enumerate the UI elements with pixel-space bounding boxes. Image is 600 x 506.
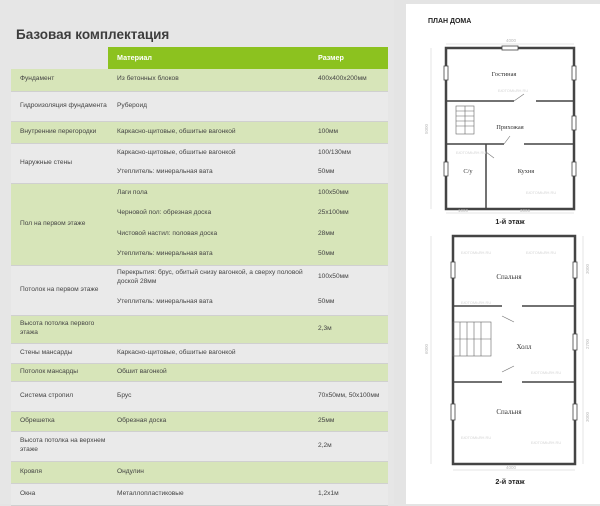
row-name: Гидроизоляция фундамента: [11, 91, 108, 121]
table-row: [11, 121, 388, 143]
material-cell: Лаги пола: [117, 189, 148, 197]
house-plan-panel: [406, 4, 600, 504]
size-cell: 25х100мм: [318, 209, 349, 217]
row-name: Обрешетка: [11, 411, 108, 431]
spec-table: [11, 47, 388, 506]
size-cell: 2,3м: [309, 315, 388, 343]
room-living: Гостиная: [491, 71, 517, 78]
watermark: БЮТОМЬЯН.RU: [498, 88, 529, 93]
watermark: БЮТОМЬЯН.RU: [526, 190, 557, 195]
watermark: БЮТОМЬЯН.RU: [461, 250, 492, 255]
row-name: Кровля: [11, 461, 108, 483]
table-row: [11, 183, 388, 204]
material-cell: Утеплитель: минеральная вата: [108, 245, 309, 266]
material-cell: Каркасно-щитовые, обшитые вагонкой: [117, 148, 236, 156]
row-name: Потолок на первом этаже: [11, 265, 108, 315]
house-plan-drawing: [406, 4, 600, 504]
material-cell: Рубероид: [108, 91, 309, 121]
table-body: [11, 69, 388, 505]
size-cell: 50мм: [309, 163, 388, 183]
size-cell: 100мм: [309, 121, 388, 143]
table-row: [11, 483, 388, 505]
room-hall-1: Прихожая: [496, 124, 524, 131]
floor-2-plan: [424, 236, 590, 486]
room-bedroom-1: Спальня: [496, 273, 522, 281]
watermark: БЮТОМЬЯН.RU: [461, 435, 492, 440]
dim-right-b: 2700: [585, 338, 590, 349]
size-cell: 25мм: [309, 411, 388, 431]
material-cell: Обшит вагонкой: [108, 363, 309, 381]
dim-bottom-b: 3000: [520, 208, 531, 213]
header-blank: [11, 47, 108, 69]
size-cell: 2,2м: [309, 431, 388, 461]
floor-1-caption: 1-й этаж: [495, 217, 525, 226]
floor-1-stair: [456, 106, 474, 134]
row-name: Фундамент: [11, 69, 108, 91]
dim-right-a: 3000: [585, 263, 590, 274]
table-row: [11, 363, 388, 381]
size-cell: [309, 91, 388, 121]
room-wc: С/у: [463, 168, 473, 175]
watermark: БЮТОМЬЯН.RU: [526, 250, 557, 255]
size-cell: 100/130мм: [318, 148, 351, 156]
material-cell: Перекрытия: брус, обитый снизу вагонкой, а сверху половой доской 28мм: [117, 269, 303, 285]
row-name: Стены мансарды: [11, 343, 108, 363]
table-row: [11, 265, 388, 290]
material-cell: Металлопластиковые: [108, 483, 309, 505]
size-cell: [309, 461, 388, 483]
row-name: Внутренние перегородки: [11, 121, 108, 143]
size-cell: 28мм: [318, 229, 335, 237]
material-cell: Каркасно-щитовые, обшитые вагонкой: [108, 121, 309, 143]
material-cell: Утеплитель: минеральная вата: [108, 163, 309, 183]
size-cell: 100х50мм: [318, 273, 349, 281]
row-name: Окна: [11, 483, 108, 505]
row-name: Наружные стены: [11, 143, 108, 183]
header-size: Размер: [318, 53, 344, 63]
row-name: Система стропил: [11, 381, 108, 411]
size-cell: 100х50мм: [318, 189, 349, 197]
size-cell: 50мм: [309, 245, 388, 266]
floor-2-caption: 2-й этаж: [495, 477, 525, 486]
table-row: [11, 381, 388, 411]
table-row: [11, 143, 388, 163]
table-row: [11, 461, 388, 483]
table-row: [11, 431, 388, 461]
watermarks: [456, 88, 561, 445]
row-name: Высота потолка первого этажа: [11, 315, 108, 343]
material-cell: Утеплитель: минеральная вата: [108, 290, 309, 315]
dim-bottom-a: 1000: [458, 208, 469, 213]
row-name: Высота потолка на верхнем этаже: [11, 431, 108, 461]
floor-1-plan: [424, 38, 576, 226]
section-title: Базовая комплектация: [16, 27, 170, 42]
size-cell: [309, 343, 388, 363]
room-bedroom-2: Спальня: [496, 408, 522, 416]
watermark: БЮТОМЬЯН.RU: [461, 300, 492, 305]
size-cell: 70х50мм, 50х100мм: [309, 381, 388, 411]
material-cell: Из бетонных блоков: [108, 69, 309, 91]
table-row: [11, 69, 388, 91]
table-row: [11, 343, 388, 363]
dim-left-height-1: 5000: [424, 123, 429, 134]
room-hall-2: Холл: [516, 343, 532, 351]
size-cell: [309, 363, 388, 381]
size-cell: 1,2х1м: [309, 483, 388, 505]
material-cell: Брус: [108, 381, 309, 411]
table-row: [11, 411, 388, 431]
dim-left-height-2: 6000: [424, 343, 429, 354]
table-header-row: [11, 47, 388, 69]
material-cell: [108, 315, 309, 343]
plan-title: ПЛАН ДОМА: [428, 18, 472, 25]
dim-bottom-width-2: 4000: [506, 465, 517, 470]
header-material: Материал: [117, 53, 152, 63]
dim-right-c: 3000: [585, 411, 590, 422]
material-cell: Обрезная доска: [108, 411, 309, 431]
material-cell: Каркасно-щитовые, обшитые вагонкой: [108, 343, 309, 363]
row-name: Пол на первом этаже: [11, 183, 108, 265]
size-cell: 400х400х200мм: [309, 69, 388, 91]
row-name: Потолок мансарды: [11, 363, 108, 381]
watermark: БЮТОМЬЯН.RU: [531, 440, 562, 445]
watermark: БЮТОМЬЯН.RU: [456, 150, 487, 155]
size-cell: 50мм: [309, 290, 388, 315]
material-cell: Ондулин: [108, 461, 309, 483]
room-kitchen: Кухня: [517, 168, 535, 175]
table-row: [11, 91, 388, 121]
material-cell: [108, 431, 309, 461]
floor-2-outline: [453, 236, 575, 464]
watermark: БЮТОМЬЯН.RU: [531, 370, 562, 375]
dim-top-width: 4000: [506, 38, 517, 43]
material-cell: Чистовой настил: половая доска: [117, 229, 218, 237]
table-row: [11, 315, 388, 343]
floor-2-stair: [453, 322, 491, 356]
material-cell: Черновой пол: обрезная доска: [117, 209, 212, 217]
